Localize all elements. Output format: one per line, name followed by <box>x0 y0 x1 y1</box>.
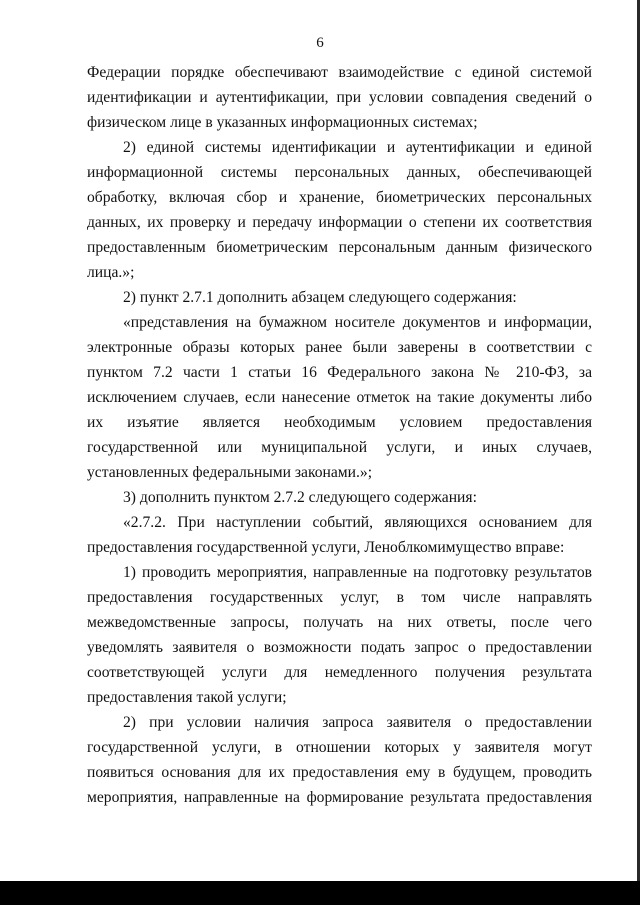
scan-bottom-border <box>0 881 640 905</box>
document-body <box>87 60 592 810</box>
paragraph-amend-2-7-1: 2) пункт 2.7.1 дополнить абзацем следующего содержания: <box>123 289 517 306</box>
paragraph-quoted-addition: «представления на бумажном носителе документов и информации, электронные образы которых ранее были заверены в соответствии с пунктом 7.2 части 1 статьи 16 Федерального закона № 210-ФЗ, за исключением случаев, если нанесение отметок на такие документы либо их изъятие является необходимым условием предоставления государственной или муниципальной услуги, и иных случаев, установленных федеральными законами.»; <box>87 314 592 481</box>
paragraph-list-item-2-esia: 2) единой системы идентификации и аутентификации и единой информационной системы персональных данных, обеспечивающей обработку, включая сбор и хранение, биометрических персональных данных, их проверку и передачу информации о степени их соответствия предоставленным биометрическим персональным данным физического лица.»; <box>87 139 592 281</box>
paragraph-2-7-2-intro: «2.7.2. При наступлении событий, являющихся основанием для предоставления государственной услуги, Леноблкомимущество вправе: <box>87 514 592 556</box>
paragraph-continuation: Федерации порядке обеспечивают взаимодействие с единой системой идентификации и аутентификации, при условии совпадения сведений о физическом лице в указанных информационных системах; <box>87 64 592 131</box>
paragraph-list-item-2: 2) при условии наличия запроса заявителя о предоставлении государственной услуги, в отношении которых у заявителя могут появиться основания для их предоставления ему в будущем, проводить мероприятия, направленные на формирование результата предоставления <box>87 714 592 806</box>
paragraph-list-item-1: 1) проводить мероприятия, направленные на подготовку результатов предоставления государственных услуг, в том числе направлять межведомственные запросы, получать на них ответы, после чего уведомлять заявителя о возможности подать запрос о предоставлении соответствующей услуги для немедленного получения результата предоставления такой услуги; <box>87 564 592 706</box>
paragraph-amend-2-7-2: 3) дополнить пунктом 2.7.2 следующего содержания: <box>123 489 477 506</box>
page-number: 6 <box>316 35 324 51</box>
